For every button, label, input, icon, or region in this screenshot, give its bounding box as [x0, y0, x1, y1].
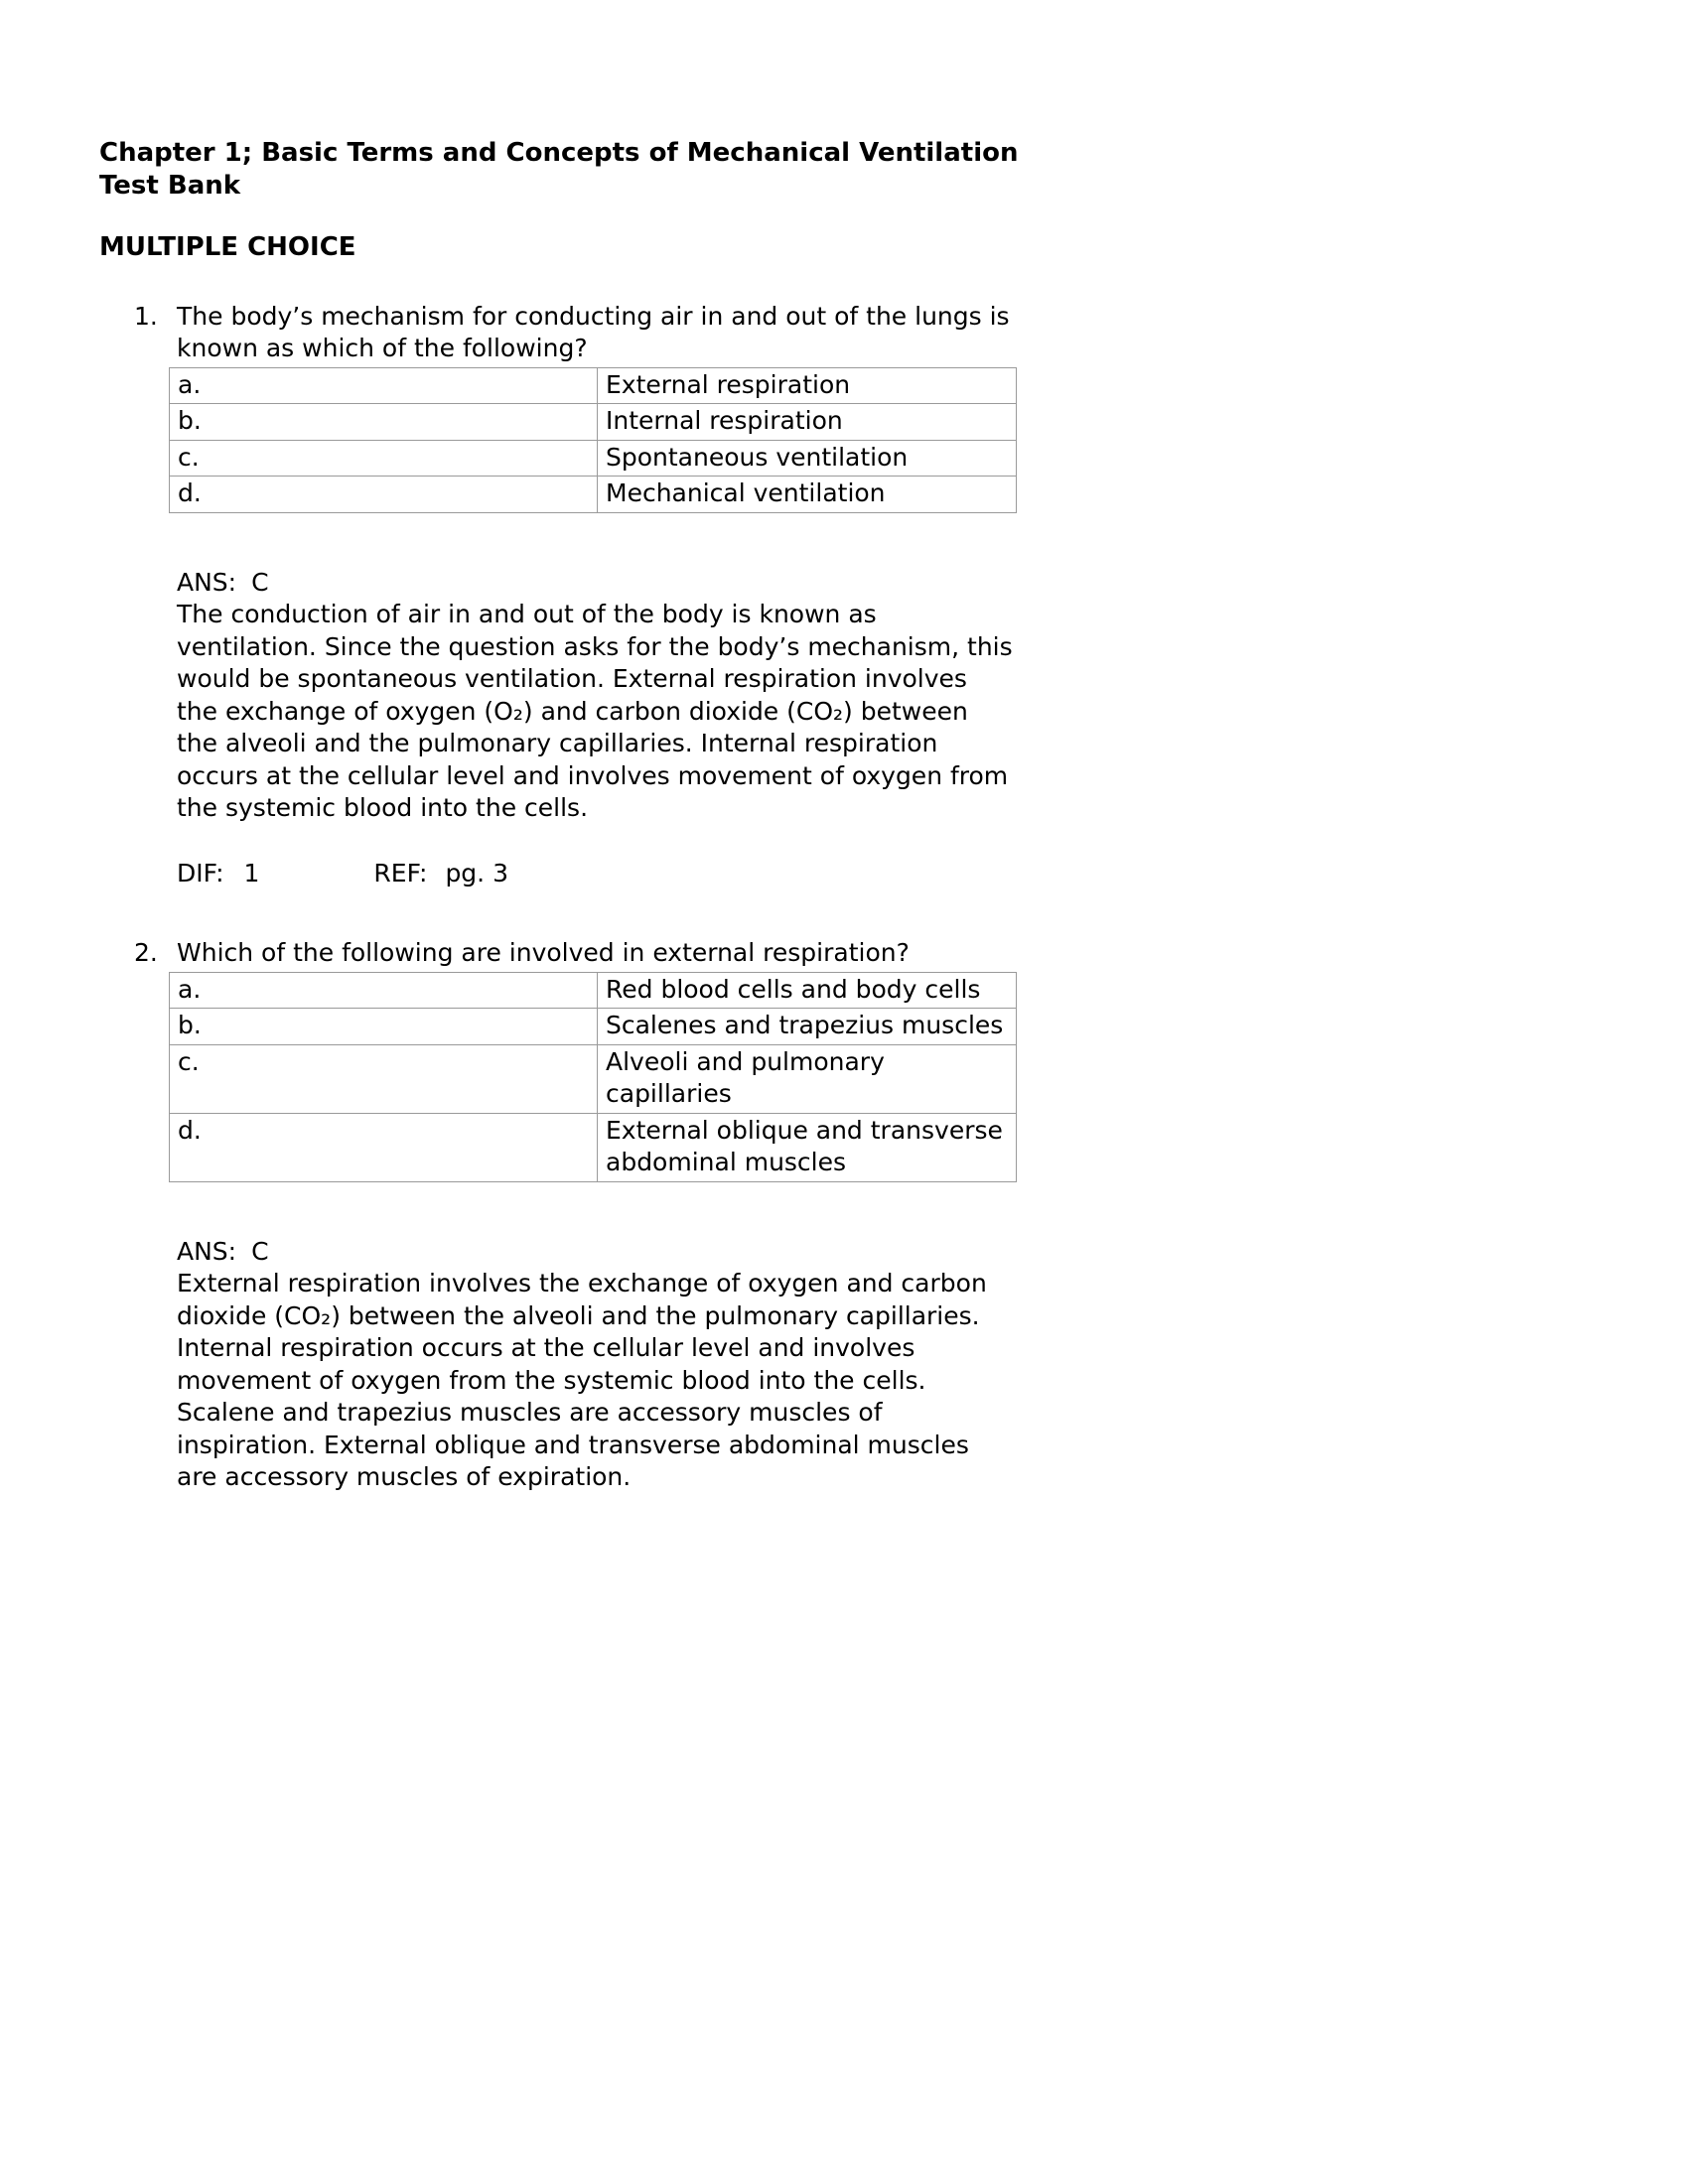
option-letter: c.: [170, 1044, 598, 1113]
document-content: [99, 137, 1033, 1494]
answer-label: ANS:: [177, 1236, 237, 1266]
option-row: [170, 1009, 1017, 1045]
question-2-options-table: [169, 972, 1017, 1182]
answer-value: C: [251, 1236, 269, 1266]
option-letter: c.: [170, 440, 598, 477]
option-text: External oblique and transverse abdominal muscles: [598, 1113, 1017, 1181]
document-title: [99, 137, 1033, 202]
dif-label: DIF:: [177, 858, 224, 887]
question-2-answer-block: [177, 1236, 1016, 1494]
answer-explanation: External respiration involves the exchange of oxygen and carbon dioxide (CO₂) between the alveoli and the pulmonary capillaries. Internal respiration occurs at the cellular level and involves movement of oxygen from the systemic blood into the cells. Scalene and trapezius muscles are accessory muscles of inspiration. External oblique and transverse abdominal muscles are accessory muscles of expiration.: [177, 1269, 987, 1492]
option-row: [170, 1044, 1017, 1113]
option-row: [170, 440, 1017, 477]
option-letter: a.: [170, 972, 598, 1009]
answer-explanation: The conduction of air in and out of the body is known as ventilation. Since the question asks for the body’s mechanism, this would be spontaneous ventilation. External respiration involves the exchange of oxygen (O₂) and carbon dioxide (CO₂) between the alveoli and the pulmonary capillaries. Internal respiration occurs at the cellular level and involves movement of oxygen from the systemic blood into the cells.: [177, 600, 1013, 823]
answer-line: [177, 567, 1016, 600]
option-letter: b.: [170, 1009, 598, 1045]
option-letter: d.: [170, 477, 598, 513]
question-1-text: The body’s mechanism for conducting air in and out of the lungs is known as which of the following?: [177, 301, 1010, 363]
question-1-row: [99, 301, 1033, 365]
document-title-line1: Chapter 1; Basic Terms and Concepts of Mechanical Ventilation: [99, 138, 1019, 168]
dif-value: 1: [243, 858, 260, 887]
option-letter: a.: [170, 367, 598, 404]
option-row: [170, 404, 1017, 441]
question-block-2: [99, 937, 1033, 1494]
document-title-line2: Test Bank: [99, 170, 241, 201]
option-text: Scalenes and trapezius muscles: [598, 1009, 1017, 1045]
question-2-number: 2.: [134, 938, 158, 968]
option-text: Red blood cells and body cells: [598, 972, 1017, 1009]
ref-value: pg. 3: [445, 858, 508, 887]
option-text: External respiration: [598, 367, 1017, 404]
option-text: Mechanical ventilation: [598, 477, 1017, 513]
question-2-row: [99, 937, 1033, 970]
answer-line: [177, 1236, 1016, 1269]
ref-label: REF:: [373, 858, 428, 887]
question-1-answer-block: [177, 567, 1016, 890]
question-1-options-table: [169, 367, 1017, 513]
question-1-number: 1.: [134, 301, 158, 331]
question-2-text: Which of the following are involved in external respiration?: [177, 938, 910, 968]
option-row: [170, 367, 1017, 404]
option-row: [170, 477, 1017, 513]
option-text: Alveoli and pulmonary capillaries: [598, 1044, 1017, 1113]
answer-value: C: [251, 567, 269, 597]
section-heading: MULTIPLE CHOICE: [99, 232, 356, 262]
question-block-1: [99, 301, 1033, 890]
dif-ref-line: [177, 858, 1016, 890]
option-row: [170, 972, 1017, 1009]
option-row: [170, 1113, 1017, 1181]
answer-label: ANS:: [177, 567, 237, 597]
option-text: Spontaneous ventilation: [598, 440, 1017, 477]
option-letter: b.: [170, 404, 598, 441]
option-text: Internal respiration: [598, 404, 1017, 441]
option-letter: d.: [170, 1113, 598, 1181]
